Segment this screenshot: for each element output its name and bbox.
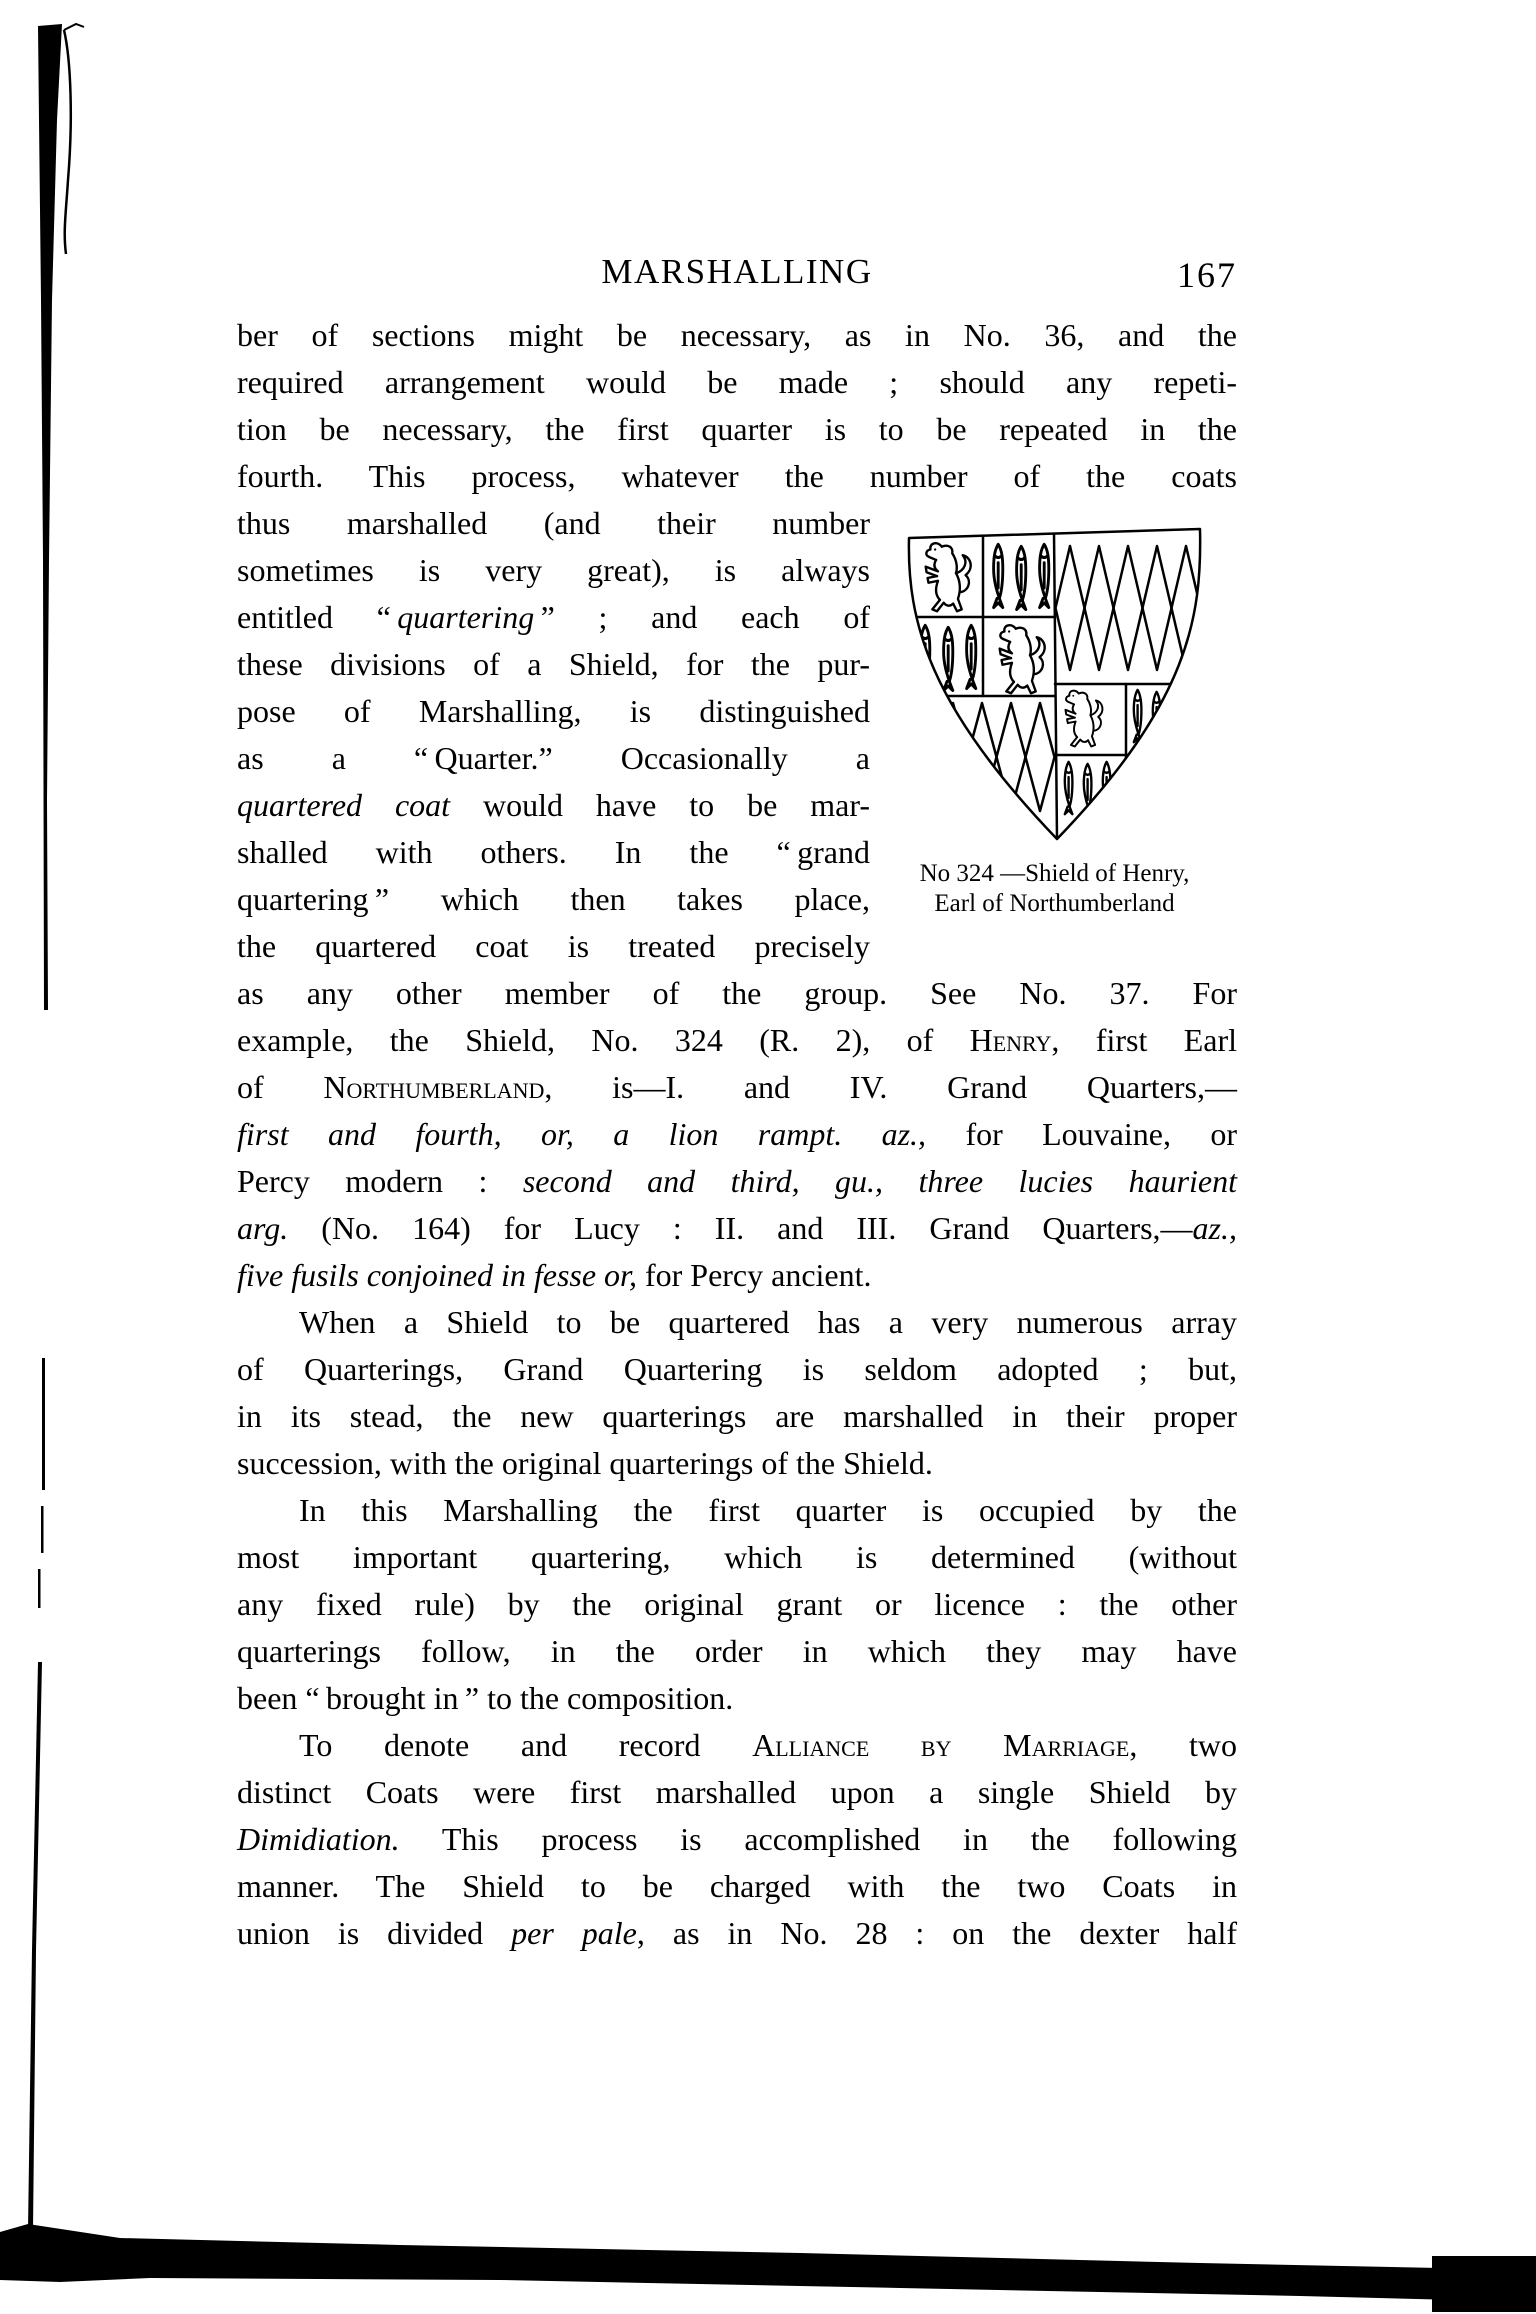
text-segment: first and fourth, or, a lion rampt. az., (237, 1116, 927, 1152)
text-line (237, 1064, 1237, 1111)
text-segment: example, the Shield, No. 324 (R. 2), of (237, 1022, 970, 1058)
text-block (237, 312, 1237, 1957)
text-line (237, 641, 870, 688)
text-line (237, 594, 870, 641)
text-segment: these divisions of a Shield, for the pur- (237, 646, 870, 682)
text-segment: any fixed rule) by the original grant or licence : the other (237, 1586, 1237, 1622)
text-line (237, 406, 1237, 453)
text-segment: shalled with others. In the “ grand (237, 834, 870, 870)
text-segment: Alliance by Marriage (752, 1727, 1130, 1763)
text-segment: When a Shield to be quartered has a very numerous array (299, 1304, 1237, 1340)
text-segment: in its stead, the new quarterings are marshalled in their proper (237, 1398, 1237, 1434)
text-segment: pose of Marshalling, is distinguished (237, 693, 870, 729)
text-segment: In this Marshalling the first quarter is occupied by the (299, 1492, 1237, 1528)
text-segment: manner. The Shield to be charged with the two Coats in (237, 1868, 1237, 1904)
page-header (237, 252, 1237, 300)
text-segment: been “ brought in ” to the composition. (237, 1680, 734, 1716)
text-line (237, 970, 1237, 1017)
lion-rampant-icon (1136, 760, 1170, 812)
text-segment: for Louvaine, or (926, 1116, 1238, 1152)
text-segment: succession, with the original quarterings of the Shield. (237, 1445, 933, 1481)
text-line (237, 1346, 1237, 1393)
text-segment: To denote and record (299, 1727, 753, 1763)
text-segment: distinct Coats were first marshalled upon a single Shield by (237, 1774, 1237, 1810)
text-segment: quartering (397, 599, 535, 635)
lion-rampant-icon (925, 543, 970, 611)
text-line (237, 359, 1237, 406)
heraldic-shield-icon (899, 520, 1211, 848)
text-segment: five fusils conjoined in fesse or, (237, 1257, 637, 1293)
text-line (237, 1017, 1237, 1064)
text-segment: for Percy ancient. (636, 1257, 872, 1293)
text-line (237, 923, 870, 970)
text-line (237, 1158, 1237, 1205)
figure-caption-line1: No 324 —Shield of Henry, (919, 860, 1190, 887)
text-segment: would have to be mar- (450, 787, 870, 823)
running-title: MARSHALLING (601, 252, 873, 291)
text-line (237, 1111, 1237, 1158)
shield-quarters (909, 533, 1201, 839)
scan-artifact-left-edge (0, 0, 120, 2314)
text-segment: quarterings follow, in the order in which they may have (237, 1633, 1237, 1669)
text-line (237, 1534, 1237, 1581)
text-segment: per pale (511, 1915, 637, 1951)
text-segment: ” ; and each of (534, 599, 871, 635)
text-line (237, 500, 870, 547)
text-segment: as a “ Quarter.” Occasionally a (237, 740, 870, 776)
text-segment: as any other member of the group. See No. 37. For (237, 975, 1237, 1011)
text-line (237, 1863, 1237, 1910)
text-line (237, 782, 870, 829)
text-line (237, 547, 870, 594)
text-segment: Percy modern : (237, 1163, 523, 1199)
text-segment: az., (1192, 1210, 1237, 1246)
text-line (237, 1487, 1237, 1534)
text-line (237, 453, 1237, 500)
text-line (237, 829, 870, 876)
text-segment: Henry (969, 1022, 1052, 1058)
text-segment: the quartered coat is treated precisely (237, 928, 870, 964)
text-segment: This process is accomplished in the following (399, 1821, 1237, 1857)
text-line (237, 1675, 1237, 1722)
text-segment: second and third, gu., three lucies haurient (522, 1163, 1238, 1199)
text-segment: , two (1129, 1727, 1238, 1763)
text-line (237, 1769, 1237, 1816)
figure-caption-line2: Earl of Northumberland (934, 890, 1175, 917)
three-lucies-icon (993, 544, 1048, 609)
text-line (237, 1299, 1237, 1346)
text-segment: most important quartering, which is determined (without (237, 1539, 1237, 1575)
text-segment: Dimidiation. (237, 1821, 400, 1857)
five-fusils-icon (909, 703, 1054, 811)
text-segment: arg. (237, 1210, 289, 1246)
scan-artifact-bottom-band (0, 2114, 1536, 2314)
text-segment: required arrangement would be made ; should any repeti- (237, 364, 1237, 400)
text-line (237, 1816, 1237, 1863)
lion-rampant-icon (1065, 691, 1102, 747)
text-segment: thus marshalled (and their number (237, 505, 870, 541)
text-line (237, 1581, 1237, 1628)
page-number: 167 (1177, 255, 1237, 295)
three-lucies-icon (1064, 762, 1110, 816)
text-segment: Northumberland (323, 1069, 545, 1105)
text-line (237, 1722, 1237, 1769)
text-segment: of (237, 1069, 324, 1105)
text-line (237, 1205, 1237, 1252)
text-line (237, 688, 870, 735)
text-segment: fourth. This process, whatever the number of the coats (237, 458, 1237, 494)
shield-figure (872, 502, 1237, 922)
text-line (237, 876, 870, 923)
text-line (237, 312, 1237, 359)
text-segment: , first Earl (1051, 1022, 1237, 1058)
text-segment: sometimes is very great), is always (237, 552, 870, 588)
text-segment: ber of sections might be necessary, as in No. 36, and the (237, 317, 1237, 353)
text-line (237, 1628, 1237, 1675)
text-line (237, 735, 870, 782)
five-fusils-icon (1055, 546, 1200, 670)
text-line (237, 1910, 1237, 1957)
text-segment: , as in No. 28 : on the dexter half (636, 1915, 1238, 1951)
text-segment: quartered coat (237, 787, 451, 823)
text-line (237, 1440, 1237, 1487)
text-segment: tion be necessary, the first quarter is to be repeated in the (237, 411, 1237, 447)
text-segment: entitled “ (237, 599, 398, 635)
text-segment: quartering ” which then takes place, (237, 881, 870, 917)
text-line (237, 1393, 1237, 1440)
text-segment: (No. 164) for Lucy : II. and III. Grand Quarters,— (288, 1210, 1193, 1246)
text-segment: union is divided (237, 1915, 512, 1951)
lion-rampant-icon (999, 625, 1044, 693)
text-segment: of Quarterings, Grand Quartering is seldom adopted ; but, (237, 1351, 1237, 1387)
text-segment: , is—I. and IV. Grand Quarters,— (544, 1069, 1238, 1105)
text-line (237, 1252, 1237, 1299)
